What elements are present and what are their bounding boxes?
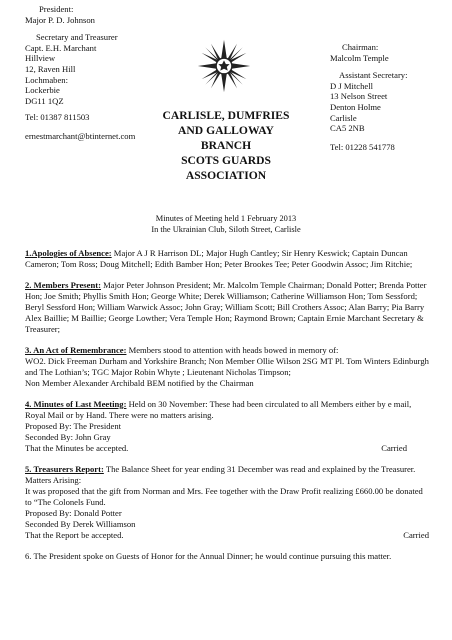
left-telephone: Tel: 01387 811503 <box>25 112 90 123</box>
title-line: AND GALLOWAY <box>178 124 274 137</box>
remembrance-names: Non Member Alexander Archibald BEM notified by the Chairman <box>25 378 254 388</box>
assistant-secretary-label: Assistant Secretary: <box>339 70 408 81</box>
section-last-minutes <box>25 399 431 454</box>
section-apologies <box>25 248 431 270</box>
title-line: CARLISLE, DUMFRIES <box>162 109 290 122</box>
section-text: Members stood to attention with heads bowed in memory of: <box>126 345 339 355</box>
address-line: Lochmaben: <box>25 74 68 85</box>
secretary-label: Secretary and Treasurer <box>36 32 118 43</box>
proposed-by: Proposed By: The President <box>25 421 122 431</box>
right-telephone: Tel: 01228 541778 <box>330 141 395 152</box>
proposed-by: Proposed By: Donald Potter <box>25 508 122 518</box>
address-line: D J Mitchell <box>330 80 373 91</box>
section-text: The Balance Sheet for year ending 31 December was read and explained by the Treasurer. <box>103 464 416 474</box>
meeting-info <box>0 214 452 236</box>
association-title <box>0 108 452 183</box>
address-line: DG11 1QZ <box>25 95 64 106</box>
remembrance-names: WO2. Dick Freeman Durham and Yorkshire Branch; Non Member Ollie Wilson 2SG MT Pl. Tom Winters Edinburgh and The Lothian’s; TGC Major Robin Whyte ; Lieutenant Nicholas Timpson; <box>25 356 429 377</box>
section-treasurers-report <box>25 464 431 541</box>
motion-text: That the Minutes be accepted. <box>25 443 129 453</box>
email-address[interactable]: ernestmarchant@btinternet.com <box>25 130 136 141</box>
matters-arising: Matters Arising: <box>25 475 82 485</box>
chairman-label: Chairman: <box>342 42 379 52</box>
motion-result: Carried <box>381 443 407 453</box>
address-line: Lockerbie <box>25 85 60 96</box>
section-text: Major Peter Johnson President; Mr. Malcolm Temple Chairman; Donald Potter; Brenda Potter Hon; Joe Smith; Phyllis Smith Hon; George White; Derek Williamson; Catherine Williamson Hon; Tom Sessford; Beryl Sessford Hon; William Warwick Assoc; John Gray; William Scott; Bill Crothers Assoc; Alan Barry; Pia Barry Alex Baillie; M Baillie; George Lowther; Vera Temple Hon; Raymond Brown; Captain Ernie Marchant Secretary & Treasurer; <box>25 280 427 334</box>
section-heading: 1.Apologies of Absence: <box>25 248 112 258</box>
section-heading: 2. Members Present: <box>25 280 101 290</box>
title-line: SCOTS GUARDS <box>181 154 271 167</box>
section-text: Major A J R Harrison DL; Major Hugh Cantley; Sir Henry Keswick; Captain Duncan Cameron; Tom Ross; Doug Mitchell; Edith Bamber Hon; Peter Brookes Tee; Peter Goodwin Assoc; Jim Ritchie; <box>25 248 413 269</box>
proposal-text: It was proposed that the gift from Norman and Mrs. Fee together with the Draw Profit realizing £660.00 be donated to “The Colonels Fund. <box>25 486 423 507</box>
section-text: Held on 30 November: These had been circulated to all Members either by e mail, Royal Mail or by Hand. There were no matters arising. <box>25 399 412 420</box>
section-text: 6. The President spoke on Guests of Honor for the Annual Dinner; he would continue pursuing this matter. <box>25 551 392 561</box>
address-line: Hillview <box>25 53 56 64</box>
meeting-location: In the Ukrainian Club, Siloth Street, Carlisle <box>151 224 301 234</box>
section-heading: 3. An Act of Remembrance: <box>25 345 127 355</box>
section-president-guests <box>25 551 431 562</box>
section-heading: 4. Minutes of Last Meeting: <box>25 399 127 409</box>
minutes-body <box>25 248 431 572</box>
title-line: BRANCH <box>200 139 252 152</box>
address-line: 13 Nelson Street <box>330 91 388 102</box>
address-line: 12, Raven Hill <box>25 63 76 74</box>
president-label: President: <box>39 4 74 14</box>
title-line: ASSOCIATION <box>185 169 267 182</box>
motion-row <box>25 530 431 541</box>
section-remembrance <box>25 345 431 389</box>
address-line: Denton Holme <box>330 101 381 112</box>
chairman-name: Malcolm Temple <box>330 52 389 63</box>
motion-result: Carried <box>403 530 429 540</box>
section-members-present <box>25 280 431 335</box>
section-heading: 5. Treasurers Report: <box>25 464 104 474</box>
seconded-by: Seconded By: John Gray <box>25 432 111 442</box>
address-line: Capt. E.H. Marchant <box>25 42 97 53</box>
motion-row <box>25 443 431 454</box>
motion-text: That the Report be accepted. <box>25 530 124 540</box>
seconded-by: Seconded By Derek Williamson <box>25 519 136 529</box>
address-line: CA5 2NB <box>330 123 365 134</box>
president-name: Major P. D. Johnson <box>25 14 95 25</box>
address-line: Carlisle <box>330 112 357 123</box>
scots-guards-star-emblem-icon <box>196 38 252 94</box>
meeting-date: Minutes of Meeting held 1 February 2013 <box>155 214 297 223</box>
